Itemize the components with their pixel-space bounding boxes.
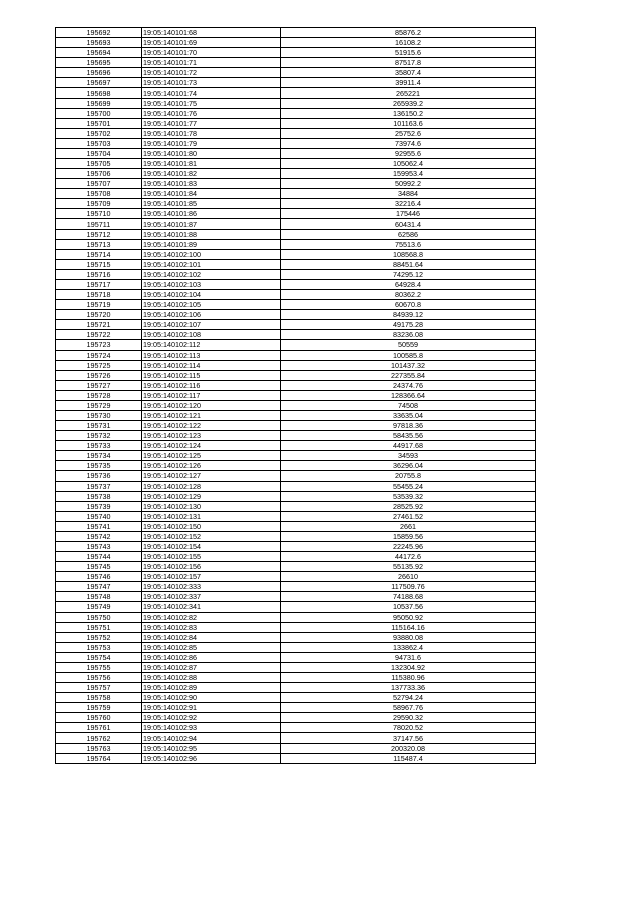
row-id-cell: 195709	[56, 199, 142, 209]
table-row	[56, 521, 536, 531]
cadastral-number-cell: 19:05:140101:73	[142, 78, 281, 88]
row-id-cell: 195762	[56, 733, 142, 743]
cadastral-number-cell: 19:05:140102:116	[142, 380, 281, 390]
value-cell: 29590.32	[281, 713, 536, 723]
row-id-cell: 195716	[56, 269, 142, 279]
row-id-cell: 195713	[56, 239, 142, 249]
value-cell: 16108.2	[281, 38, 536, 48]
table-row	[56, 602, 536, 612]
value-cell: 265939.2	[281, 98, 536, 108]
table-row	[56, 148, 536, 158]
row-id-cell: 195724	[56, 350, 142, 360]
table-row	[56, 562, 536, 572]
table-row	[56, 400, 536, 410]
cadastral-number-cell: 19:05:140102:125	[142, 451, 281, 461]
cadastral-number-cell: 19:05:140101:68	[142, 28, 281, 38]
table-row	[56, 330, 536, 340]
table-row	[56, 552, 536, 562]
row-id-cell: 195718	[56, 290, 142, 300]
row-id-cell: 195761	[56, 723, 142, 733]
value-cell: 80362.2	[281, 290, 536, 300]
cadastral-number-cell: 19:05:140101:80	[142, 148, 281, 158]
document-table-container	[55, 27, 531, 764]
value-cell: 73974.6	[281, 138, 536, 148]
value-cell: 53539.32	[281, 491, 536, 501]
table-row	[56, 159, 536, 169]
table-row	[56, 592, 536, 602]
value-cell: 36296.04	[281, 461, 536, 471]
cadastral-number-cell: 19:05:140102:117	[142, 390, 281, 400]
cadastral-number-cell: 19:05:140102:155	[142, 552, 281, 562]
value-cell: 62586	[281, 229, 536, 239]
row-id-cell: 195742	[56, 531, 142, 541]
cadastral-number-cell: 19:05:140102:120	[142, 400, 281, 410]
row-id-cell: 195729	[56, 400, 142, 410]
row-id-cell: 195736	[56, 471, 142, 481]
value-cell: 105062.4	[281, 159, 536, 169]
table-row	[56, 189, 536, 199]
value-cell: 34593	[281, 451, 536, 461]
cadastral-number-cell: 19:05:140102:150	[142, 521, 281, 531]
table-row	[56, 441, 536, 451]
row-id-cell: 195749	[56, 602, 142, 612]
table-row	[56, 541, 536, 551]
table-row	[56, 78, 536, 88]
cadastral-number-cell: 19:05:140101:76	[142, 108, 281, 118]
row-id-cell: 195721	[56, 320, 142, 330]
row-id-cell: 195757	[56, 683, 142, 693]
table-body	[56, 28, 536, 764]
row-id-cell: 195694	[56, 48, 142, 58]
cadastral-number-cell: 19:05:140102:108	[142, 330, 281, 340]
cadastral-number-cell: 19:05:140102:100	[142, 249, 281, 259]
value-cell: 87517.8	[281, 58, 536, 68]
cadastral-number-cell: 19:05:140101:77	[142, 118, 281, 128]
row-id-cell: 195701	[56, 118, 142, 128]
value-cell: 88451.64	[281, 259, 536, 269]
row-id-cell: 195693	[56, 38, 142, 48]
row-id-cell: 195702	[56, 128, 142, 138]
cadastral-number-cell: 19:05:140102:127	[142, 471, 281, 481]
table-row	[56, 410, 536, 420]
value-cell: 159953.4	[281, 169, 536, 179]
cadastral-number-cell: 19:05:140101:87	[142, 219, 281, 229]
table-row	[56, 88, 536, 98]
value-cell: 101437.32	[281, 360, 536, 370]
table-row	[56, 350, 536, 360]
cadastral-number-cell: 19:05:140102:333	[142, 582, 281, 592]
row-id-cell: 195695	[56, 58, 142, 68]
table-row	[56, 531, 536, 541]
value-cell: 101163.6	[281, 118, 536, 128]
table-row	[56, 279, 536, 289]
row-id-cell: 195714	[56, 249, 142, 259]
cadastral-number-cell: 19:05:140102:124	[142, 441, 281, 451]
cadastral-number-cell: 19:05:140102:95	[142, 743, 281, 753]
cadastral-number-cell: 19:05:140101:72	[142, 68, 281, 78]
value-cell: 51915.6	[281, 48, 536, 58]
row-id-cell: 195720	[56, 310, 142, 320]
table-row	[56, 310, 536, 320]
value-cell: 175446	[281, 209, 536, 219]
cadastral-number-cell: 19:05:140102:83	[142, 622, 281, 632]
value-cell: 95050.92	[281, 612, 536, 622]
cadastral-number-cell: 19:05:140101:71	[142, 58, 281, 68]
table-row	[56, 269, 536, 279]
table-row	[56, 421, 536, 431]
row-id-cell: 195703	[56, 138, 142, 148]
row-id-cell: 195725	[56, 360, 142, 370]
row-id-cell: 195732	[56, 431, 142, 441]
value-cell: 93880.08	[281, 632, 536, 642]
table-row	[56, 431, 536, 441]
table-row	[56, 68, 536, 78]
cadastral-number-cell: 19:05:140101:79	[142, 138, 281, 148]
table-row	[56, 229, 536, 239]
table-row	[56, 219, 536, 229]
cadastral-number-cell: 19:05:140102:90	[142, 693, 281, 703]
value-cell: 15859.56	[281, 531, 536, 541]
row-id-cell: 195747	[56, 582, 142, 592]
table-row	[56, 461, 536, 471]
row-id-cell: 195743	[56, 541, 142, 551]
value-cell: 117509.76	[281, 582, 536, 592]
table-row	[56, 199, 536, 209]
cadastral-number-cell: 19:05:140102:88	[142, 673, 281, 683]
row-id-cell: 195763	[56, 743, 142, 753]
row-id-cell: 195733	[56, 441, 142, 451]
value-cell: 60431.4	[281, 219, 536, 229]
row-id-cell: 195696	[56, 68, 142, 78]
cadastral-number-cell: 19:05:140102:129	[142, 491, 281, 501]
cadastral-number-cell: 19:05:140101:89	[142, 239, 281, 249]
value-cell: 108568.8	[281, 249, 536, 259]
value-cell: 128366.64	[281, 390, 536, 400]
row-id-cell: 195737	[56, 481, 142, 491]
table-row	[56, 179, 536, 189]
row-id-cell: 195710	[56, 209, 142, 219]
table-row	[56, 138, 536, 148]
cadastral-number-cell: 19:05:140102:103	[142, 279, 281, 289]
row-id-cell: 195764	[56, 753, 142, 763]
table-row	[56, 118, 536, 128]
table-row	[56, 209, 536, 219]
value-cell: 44917.68	[281, 441, 536, 451]
row-id-cell: 195723	[56, 340, 142, 350]
table-row	[56, 451, 536, 461]
cadastral-number-cell: 19:05:140102:87	[142, 662, 281, 672]
row-id-cell: 195731	[56, 421, 142, 431]
table-row	[56, 511, 536, 521]
value-cell: 49175.28	[281, 320, 536, 330]
value-cell: 25752.6	[281, 128, 536, 138]
cadastral-number-cell: 19:05:140101:75	[142, 98, 281, 108]
cadastral-number-cell: 19:05:140102:91	[142, 703, 281, 713]
value-cell: 74188.68	[281, 592, 536, 602]
table-row	[56, 642, 536, 652]
table-row	[56, 612, 536, 622]
cadastral-number-cell: 19:05:140102:93	[142, 723, 281, 733]
cadastral-number-cell: 19:05:140102:337	[142, 592, 281, 602]
row-id-cell: 195760	[56, 713, 142, 723]
value-cell: 10537.56	[281, 602, 536, 612]
cadastral-number-cell: 19:05:140102:126	[142, 461, 281, 471]
row-id-cell: 195739	[56, 501, 142, 511]
row-id-cell: 195744	[56, 552, 142, 562]
cadastral-value-table	[55, 27, 536, 764]
cadastral-number-cell: 19:05:140101:83	[142, 179, 281, 189]
cadastral-number-cell: 19:05:140102:102	[142, 269, 281, 279]
cadastral-number-cell: 19:05:140101:74	[142, 88, 281, 98]
value-cell: 115380.96	[281, 673, 536, 683]
table-row	[56, 693, 536, 703]
value-cell: 44172.6	[281, 552, 536, 562]
row-id-cell: 195730	[56, 410, 142, 420]
table-row	[56, 28, 536, 38]
value-cell: 52794.24	[281, 693, 536, 703]
table-row	[56, 471, 536, 481]
cadastral-number-cell: 19:05:140101:86	[142, 209, 281, 219]
cadastral-number-cell: 19:05:140102:84	[142, 632, 281, 642]
value-cell: 78020.52	[281, 723, 536, 733]
row-id-cell: 195755	[56, 662, 142, 672]
table-row	[56, 572, 536, 582]
table-row	[56, 58, 536, 68]
cadastral-number-cell: 19:05:140102:104	[142, 290, 281, 300]
row-id-cell: 195728	[56, 390, 142, 400]
cadastral-number-cell: 19:05:140102:123	[142, 431, 281, 441]
row-id-cell: 195759	[56, 703, 142, 713]
value-cell: 265221	[281, 88, 536, 98]
row-id-cell: 195740	[56, 511, 142, 521]
value-cell: 133862.4	[281, 642, 536, 652]
row-id-cell: 195698	[56, 88, 142, 98]
value-cell: 85876.2	[281, 28, 536, 38]
table-row	[56, 723, 536, 733]
value-cell: 50559	[281, 340, 536, 350]
value-cell: 32216.4	[281, 199, 536, 209]
cadastral-number-cell: 19:05:140101:69	[142, 38, 281, 48]
table-row	[56, 340, 536, 350]
value-cell: 115487.4	[281, 753, 536, 763]
row-id-cell: 195711	[56, 219, 142, 229]
table-row	[56, 108, 536, 118]
table-row	[56, 98, 536, 108]
cadastral-number-cell: 19:05:140102:121	[142, 410, 281, 420]
value-cell: 35807.4	[281, 68, 536, 78]
table-row	[56, 622, 536, 632]
row-id-cell: 195705	[56, 159, 142, 169]
table-row	[56, 128, 536, 138]
table-row	[56, 673, 536, 683]
value-cell: 132304.92	[281, 662, 536, 672]
row-id-cell: 195753	[56, 642, 142, 652]
value-cell: 55135.92	[281, 562, 536, 572]
table-row	[56, 259, 536, 269]
row-id-cell: 195756	[56, 673, 142, 683]
table-row	[56, 169, 536, 179]
row-id-cell: 195726	[56, 370, 142, 380]
row-id-cell: 195752	[56, 632, 142, 642]
row-id-cell: 195697	[56, 78, 142, 88]
row-id-cell: 195704	[56, 148, 142, 158]
cadastral-number-cell: 19:05:140101:88	[142, 229, 281, 239]
cadastral-number-cell: 19:05:140102:94	[142, 733, 281, 743]
table-row	[56, 38, 536, 48]
row-id-cell: 195758	[56, 693, 142, 703]
cadastral-number-cell: 19:05:140101:70	[142, 48, 281, 58]
cadastral-number-cell: 19:05:140101:84	[142, 189, 281, 199]
cadastral-number-cell: 19:05:140102:154	[142, 541, 281, 551]
cadastral-number-cell: 19:05:140101:78	[142, 128, 281, 138]
cadastral-number-cell: 19:05:140102:107	[142, 320, 281, 330]
value-cell: 137733.36	[281, 683, 536, 693]
value-cell: 39911.4	[281, 78, 536, 88]
row-id-cell: 195719	[56, 300, 142, 310]
row-id-cell: 195741	[56, 521, 142, 531]
row-id-cell: 195699	[56, 98, 142, 108]
row-id-cell: 195700	[56, 108, 142, 118]
table-row	[56, 360, 536, 370]
cadastral-number-cell: 19:05:140102:105	[142, 300, 281, 310]
table-row	[56, 290, 536, 300]
value-cell: 74295.12	[281, 269, 536, 279]
value-cell: 58435.56	[281, 431, 536, 441]
row-id-cell: 195751	[56, 622, 142, 632]
table-row	[56, 703, 536, 713]
cadastral-number-cell: 19:05:140102:101	[142, 259, 281, 269]
value-cell: 100585.8	[281, 350, 536, 360]
table-row	[56, 239, 536, 249]
row-id-cell: 195745	[56, 562, 142, 572]
value-cell: 83236.08	[281, 330, 536, 340]
cadastral-number-cell: 19:05:140102:341	[142, 602, 281, 612]
cadastral-number-cell: 19:05:140101:81	[142, 159, 281, 169]
row-id-cell: 195715	[56, 259, 142, 269]
cadastral-number-cell: 19:05:140102:115	[142, 370, 281, 380]
value-cell: 28525.92	[281, 501, 536, 511]
value-cell: 26610	[281, 572, 536, 582]
cadastral-number-cell: 19:05:140102:114	[142, 360, 281, 370]
row-id-cell: 195727	[56, 380, 142, 390]
table-row	[56, 491, 536, 501]
table-row	[56, 632, 536, 642]
table-row	[56, 300, 536, 310]
table-row	[56, 501, 536, 511]
value-cell: 64928.4	[281, 279, 536, 289]
row-id-cell: 195692	[56, 28, 142, 38]
table-row	[56, 753, 536, 763]
cadastral-number-cell: 19:05:140102:131	[142, 511, 281, 521]
value-cell: 37147.56	[281, 733, 536, 743]
value-cell: 227355.84	[281, 370, 536, 380]
value-cell: 24374.76	[281, 380, 536, 390]
table-row	[56, 662, 536, 672]
value-cell: 55455.24	[281, 481, 536, 491]
value-cell: 75513.6	[281, 239, 536, 249]
value-cell: 84939.12	[281, 310, 536, 320]
value-cell: 27461.52	[281, 511, 536, 521]
value-cell: 22245.96	[281, 541, 536, 551]
table-row	[56, 733, 536, 743]
cadastral-number-cell: 19:05:140102:89	[142, 683, 281, 693]
cadastral-number-cell: 19:05:140102:106	[142, 310, 281, 320]
cadastral-number-cell: 19:05:140102:157	[142, 572, 281, 582]
value-cell: 74508	[281, 400, 536, 410]
cadastral-number-cell: 19:05:140101:82	[142, 169, 281, 179]
cadastral-number-cell: 19:05:140102:82	[142, 612, 281, 622]
table-row	[56, 249, 536, 259]
row-id-cell: 195708	[56, 189, 142, 199]
table-row	[56, 652, 536, 662]
table-row	[56, 390, 536, 400]
row-id-cell: 195748	[56, 592, 142, 602]
value-cell: 97818.36	[281, 421, 536, 431]
row-id-cell: 195738	[56, 491, 142, 501]
row-id-cell: 195722	[56, 330, 142, 340]
value-cell: 34884	[281, 189, 536, 199]
cadastral-number-cell: 19:05:140102:152	[142, 531, 281, 541]
cadastral-number-cell: 19:05:140101:85	[142, 199, 281, 209]
value-cell: 115164.16	[281, 622, 536, 632]
row-id-cell: 195746	[56, 572, 142, 582]
table-row	[56, 481, 536, 491]
row-id-cell: 195706	[56, 169, 142, 179]
value-cell: 33635.04	[281, 410, 536, 420]
table-row	[56, 48, 536, 58]
row-id-cell: 195754	[56, 652, 142, 662]
table-row	[56, 370, 536, 380]
cadastral-number-cell: 19:05:140102:128	[142, 481, 281, 491]
cadastral-number-cell: 19:05:140102:92	[142, 713, 281, 723]
row-id-cell: 195734	[56, 451, 142, 461]
row-id-cell: 195717	[56, 279, 142, 289]
table-row	[56, 683, 536, 693]
table-row	[56, 320, 536, 330]
cadastral-number-cell: 19:05:140102:122	[142, 421, 281, 431]
value-cell: 92955.6	[281, 148, 536, 158]
row-id-cell: 195750	[56, 612, 142, 622]
cadastral-number-cell: 19:05:140102:85	[142, 642, 281, 652]
table-row	[56, 582, 536, 592]
value-cell: 136150.2	[281, 108, 536, 118]
cadastral-number-cell: 19:05:140102:156	[142, 562, 281, 572]
value-cell: 20755.8	[281, 471, 536, 481]
value-cell: 2661	[281, 521, 536, 531]
cadastral-number-cell: 19:05:140102:113	[142, 350, 281, 360]
value-cell: 50992.2	[281, 179, 536, 189]
value-cell: 60670.8	[281, 300, 536, 310]
cadastral-number-cell: 19:05:140102:96	[142, 753, 281, 763]
value-cell: 94731.6	[281, 652, 536, 662]
row-id-cell: 195712	[56, 229, 142, 239]
table-row	[56, 713, 536, 723]
table-row	[56, 380, 536, 390]
cadastral-number-cell: 19:05:140102:86	[142, 652, 281, 662]
row-id-cell: 195735	[56, 461, 142, 471]
value-cell: 58967.76	[281, 703, 536, 713]
cadastral-number-cell: 19:05:140102:130	[142, 501, 281, 511]
value-cell: 200320.08	[281, 743, 536, 753]
row-id-cell: 195707	[56, 179, 142, 189]
table-row	[56, 743, 536, 753]
cadastral-number-cell: 19:05:140102:112	[142, 340, 281, 350]
